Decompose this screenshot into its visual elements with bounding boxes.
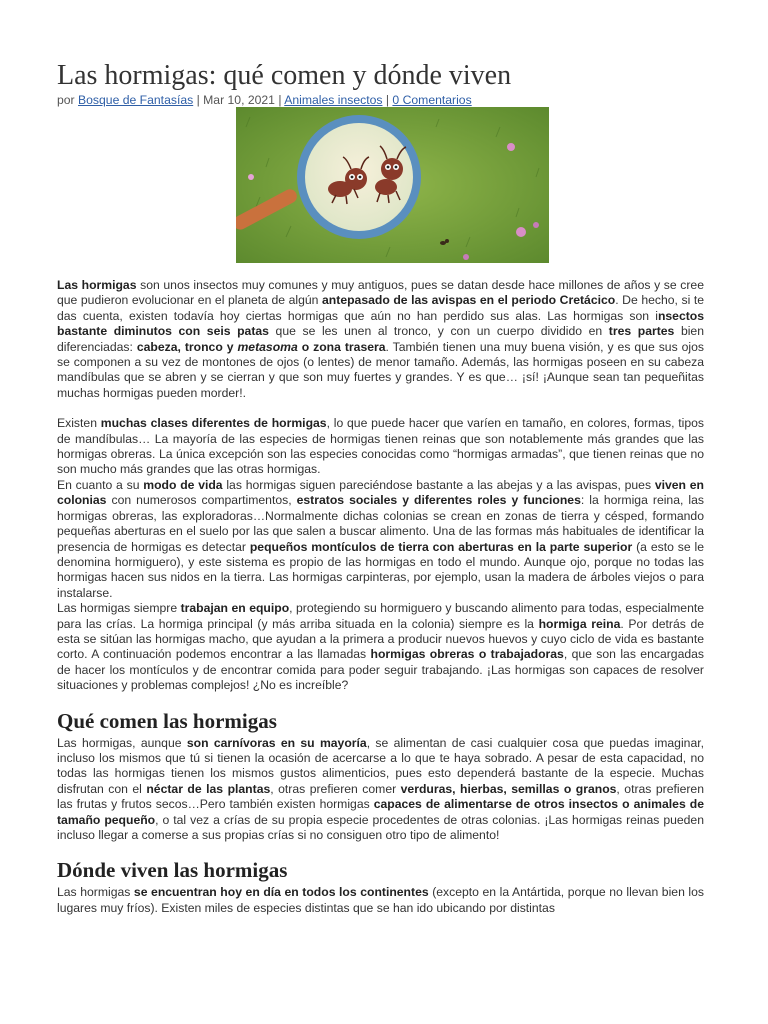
- text-run: . Por detrás de esta se sitúan las hormigas macho, que ayudan a la primera a producir nuevos huevos y cuyo ciclo de vida es bastante corto. A continuación podemos encontrar a las llamadas: [57, 616, 704, 662]
- text-run: , otras prefieren comer: [270, 781, 401, 796]
- text-run: verduras, hierbas, semillas o granos: [400, 781, 617, 796]
- text-run: capaces de alimentarse de otros insectos o animales de tamaño pequeño: [57, 797, 704, 827]
- habitat-paragraph: [57, 885, 704, 916]
- author-link[interactable]: Bosque de Fantasías: [78, 93, 194, 107]
- text-run: muchas clases diferentes de hormigas: [100, 416, 327, 431]
- text-run: cabeza, tronco y: [136, 339, 238, 354]
- category-link[interactable]: Animales insectos: [284, 93, 383, 107]
- text-run: bien diferenciadas:: [57, 324, 704, 354]
- text-run: néctar de las plantas: [146, 781, 271, 796]
- text-run: : la hormiga reina, las hormigas obreras, las exploradoras…Normalmente dichas colonias se crean en zonas de tierra y césped, formando pequeñas aberturas en el suelo por las que salen a buscar alimento. Una de las formas más habituales de identificar la presencia de hormigas es detectar: [57, 493, 704, 554]
- text-run: con numerosos compartimentos,: [106, 493, 297, 508]
- text-run: En cuanto a su: [57, 477, 144, 492]
- text-run: . De hecho, si te das cuenta, existen todavía hoy ciertas hormigas que aún no han perdido sus alas. Las hormigas son i: [57, 293, 705, 323]
- text-run: trabajan en equipo: [180, 601, 290, 616]
- intro-paragraph-1: [57, 278, 704, 401]
- text-run: hormigas obreras o trabajadoras: [370, 647, 564, 662]
- text-run: nsectos bastante diminutos con seis patas: [57, 308, 704, 339]
- intro-paragraph-4: [57, 601, 704, 693]
- text-run: antepasado de las avispas en el periodo Cretácico: [322, 293, 616, 308]
- comments-link[interactable]: 0 Comentarios: [392, 93, 472, 107]
- text-run: Las hormigas, aunque: [57, 735, 187, 750]
- text-run: Las hormigas: [57, 885, 134, 900]
- section-heading-habitat: Dónde viven las hormigas: [57, 858, 288, 883]
- text-run: Las hormigas siempre: [57, 601, 181, 616]
- text-run: , o tal vez a crías de su propia especie procedentes de otras colonias. ¡Las hormigas reinas pueden incluso llegar a comerse a sus propias crías si no consiguen otro tipo de alimento!: [57, 812, 704, 842]
- text-run: modo de vida: [143, 477, 223, 492]
- text-run: (a esto se le denomina hormiguero), y este sistema es propio de las hormigas en todo el mundo. Aunque ojo, porque no todas las hormigas hacen sus nidos en la tierra. Las hormigas carpinteras, por ejemplo, usan la madera de árboles viejos o para instalarse.: [57, 539, 704, 600]
- section-heading-food: Qué comen las hormigas: [57, 708, 277, 733]
- text-run: tres partes: [608, 324, 675, 339]
- text-run: Las hormigas: [57, 278, 137, 292]
- text-run: , protegiendo su hormiguero y buscando alimento para todas, especialmente para las crías. La hormiga principal (y más arriba situada en la colonia) siempre es la: [57, 601, 705, 631]
- text-run: metasoma: [237, 339, 298, 354]
- text-run: son carnívoras en su mayoría: [186, 735, 367, 750]
- meta-by: por: [57, 93, 79, 107]
- food-paragraph: [57, 736, 704, 844]
- text-run: viven en colonias: [57, 477, 704, 508]
- post-meta: [57, 93, 472, 107]
- text-run: se encuentran hoy en día en todos los continentes: [133, 885, 429, 900]
- text-run: pequeños montículos de tierra con aberturas en la parte superior: [249, 539, 633, 554]
- meta-sep: |: [382, 93, 393, 107]
- text-run: . También tienen una muy buena visión, y es que sus ojos se componen a su vez de montones de ojos (o lentes) de menor tamaño. Además, las hormigas poseen en su cabeza mandíbulas que se abren y se cierran y que son muy fuertes y grandes. Y es que… ¡sí! ¡Aunque sean tan pequeñitas muchas hormigas pueden morder!.: [57, 339, 704, 400]
- page-title: Las hormigas: qué comen y dónde viven: [57, 60, 512, 91]
- text-run: , se alimentan de casi cualquier cosa que puedas imaginar, incluso los mismos que tú si tienen la ocasión de acercarse a lo que te haya sobrado. A pesar de esta capacidad, no todas las hormigas tienen los mismos gustos alimenticios, pues esto dependerá bastante de la especie. Muchas disfrutan con el: [57, 735, 704, 796]
- text-run: estratos sociales y diferentes roles y funciones: [296, 493, 581, 508]
- intro-paragraph-3: [57, 478, 704, 601]
- text-run: son unos insectos muy comunes y muy antiguos, pues se datan desde hace millones de años y se cree que pudieron evolucionar en el planeta de algún: [57, 278, 704, 308]
- text-run: las hormigas siguen pareciéndose bastante a las abejas y a las avispas, pues: [222, 477, 655, 492]
- text-run: que se les unen al tronco, y con un cuerpo dividido en: [268, 324, 609, 339]
- text-run: hormiga reina: [538, 616, 621, 631]
- meta-date: | Mar 10, 2021 |: [193, 93, 285, 107]
- text-run: Existen: [57, 416, 101, 431]
- text-run: , otras prefieren las frutas y frutos secos…Pero también existen hormigas: [57, 781, 704, 812]
- hero-image: [236, 107, 549, 263]
- text-run: , que son las encargadas de hacer los montículos y de encontrar comida para poder seguir trabajando. ¡Las hormigas son capaces de resolver situaciones y problemas complejos! ¿No es increíble?: [57, 647, 704, 693]
- intro-paragraph-2: [57, 416, 704, 478]
- text-run: , lo que puede hacer que varíen en tamaño, en colores, formas, tipos de mandíbulas… La mayoría de las especies de hormigas tienen reinas que son notablemente más grandes que las hormigas obreras. La única excepción son las especies conocidas como “hormigas armadas”, que tienen reinas que no son mucho más grandes que las otras hormigas.: [57, 416, 704, 477]
- text-run: (excepto en la Antártida, porque no llevan bien los lugares muy fríos). Existen miles de especies distintas que se han ido ubicando por distintas: [57, 885, 704, 915]
- article-body: [57, 278, 704, 916]
- text-run: o zona trasera: [297, 339, 386, 354]
